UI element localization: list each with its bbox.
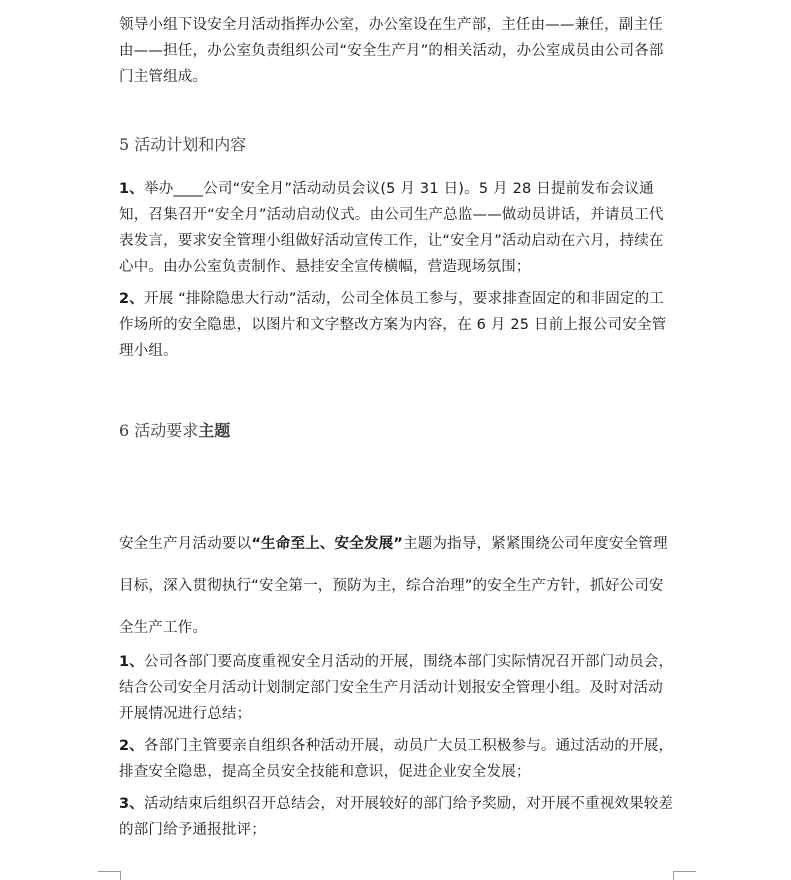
theme-paragraph bbox=[119, 523, 675, 649]
item-number: 2、 bbox=[119, 738, 144, 754]
section-5-item-2 bbox=[119, 286, 675, 364]
section-5-heading: 5 活动计划和内容 bbox=[119, 135, 247, 154]
item-text: 各部门主管要亲自组织各种活动开展，动员广大员工积极参与。通过活动的开展，排查安全隐患，提高全员安全技能和意识，促进企业安全发展； bbox=[119, 738, 674, 780]
heading-prefix: 6 活动要求 bbox=[119, 421, 199, 440]
item-number: 1、 bbox=[119, 654, 144, 670]
theme-before: 安全生产月活动要以 bbox=[119, 536, 252, 552]
item-text: 举办____公司“安全月”活动动员会议(5 月 31 日)。5 月 28 日提前发布会议通知，召集召开“安全月”活动启动仪式。由公司生产总监——做动员讲话，并请员工代表发言，要求安全管理小组做好活动宣传工作，让“安全月”活动启动在六月，持续在心中。由办公室负责制作、悬挂安全宣传横幅，营造现场氛围； bbox=[119, 181, 664, 275]
item-number: 2、 bbox=[119, 291, 144, 307]
section-6-item-1 bbox=[119, 649, 675, 727]
item-number: 3、 bbox=[119, 796, 144, 812]
section-5-item-1 bbox=[119, 176, 675, 280]
item-number: 1、 bbox=[119, 181, 144, 197]
item-text: 开展 “排除隐患大行动”活动，公司全体员工参与，要求排查固定的和非固定的工作场所的安全隐患，以图片和文字整改方案为内容，在 6 月 25 日前上报公司安全管理小组。 bbox=[119, 291, 667, 359]
item-text: 活动结束后组织召开总结会，对开展较好的部门给予奖励，对开展不重视效果较差的部门给予通报批评； bbox=[119, 796, 674, 838]
section-6-item-3 bbox=[119, 791, 675, 843]
theme-after: 主题为指导，紧紧围绕公司年度安全管理目标，深入贯彻执行“安全第一，预防为主，综合治理”的安全生产方针，抓好公司安全生产工作。 bbox=[119, 536, 668, 636]
intro-paragraph: 领导小组下设安全月活动指挥办公室，办公室设在生产部，主任由——兼任，副主任由——担任，办公室负责组织公司“安全生产月”的相关活动，办公室成员由公司各部门主管组成。 bbox=[119, 17, 664, 85]
section-6-item-2 bbox=[119, 733, 675, 785]
theme-bold: “生命至上、安全发展” bbox=[251, 536, 404, 552]
heading-bold: 主题 bbox=[198, 421, 231, 440]
section-6-heading bbox=[119, 418, 230, 441]
item-text: 公司各部门要高度重视安全月活动的开展，围绕本部门实际情况召开部门动员会，结合公司安全月活动计划制定部门安全生产月活动计划报安全管理小组。及时对活动开展情况进行总结； bbox=[119, 654, 674, 722]
